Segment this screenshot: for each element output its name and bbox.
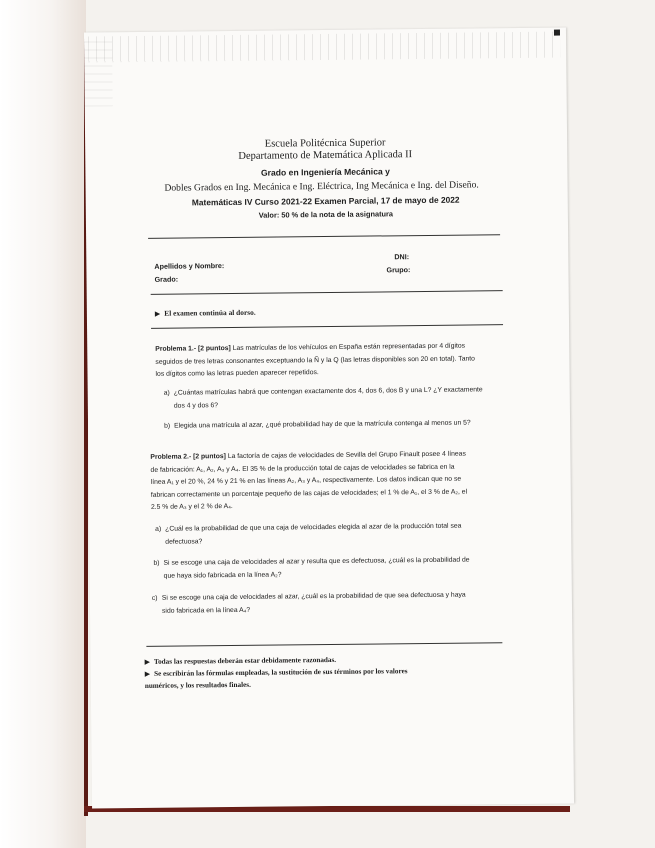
- item-line: Si se escoge una caja de velocidades al azar, ¿cuál es la probabilidad de que sea defectuosa y haya: [161, 591, 466, 602]
- item-line: sido fabricada en la línea A₄?: [161, 606, 251, 615]
- problem-1-text-1: Las matrículas de los vehículos en España están representadas por 4 dígitos: [232, 342, 466, 353]
- grado-field-label: Grado:: [154, 274, 179, 284]
- divider-note: [151, 324, 503, 329]
- divider-top: [148, 234, 500, 239]
- item-label: c): [151, 594, 158, 602]
- item-line: que haya sido fabricada en la línea A₂?: [163, 571, 282, 580]
- problem-1-title: Problema 1.- [2 puntos]: [155, 345, 231, 353]
- exam-value: Valor: 50 % de la nota de la asignatura: [258, 209, 394, 220]
- problem-2-item-b: [153, 554, 515, 583]
- item-label: b): [153, 559, 160, 567]
- item-line: defectuosa?: [165, 537, 203, 546]
- triangle-bullet-icon: ▶: [144, 669, 151, 678]
- problem-2-item-a: [155, 520, 515, 549]
- footer-notes: [144, 652, 524, 692]
- problem-1-item-a: [164, 384, 514, 413]
- perforation-marks: [88, 32, 560, 63]
- triangle-bullet-icon: ▶: [144, 657, 150, 666]
- photo-background: [0, 0, 86, 848]
- problem-2-line-5: 2.5 % de A₃ y el 2 % de A₄.: [150, 503, 233, 511]
- problem-2-line-2: de fabricación: A₁, A₂, A₃ y A₄. El 35 % de la producción total de cajas de velocidades se fabrica en la: [150, 463, 455, 474]
- continue-note-text: El examen continúa al dorso.: [164, 307, 256, 318]
- perforation-marks-left: [84, 36, 113, 106]
- divider-footer: [146, 642, 502, 647]
- name-field-label: Apellidos y Nombre:: [154, 261, 225, 271]
- exam-header: [125, 136, 526, 222]
- problem-1-line-3: los dígitos como las letras pueden aparecer repetidos.: [155, 369, 319, 378]
- item-label: a): [155, 525, 162, 533]
- dni-field-label: DNI:: [394, 252, 410, 262]
- item-line: Elegida una matrícula al azar, ¿qué probabilidad hay de que la matrícula contenga al menos un 5?: [174, 419, 471, 430]
- item-label: b): [164, 422, 171, 430]
- item-line: Si se escoge una caja de velocidades al azar y resulta que es defectuosa, ¿cuál es la probabilidad de: [163, 556, 470, 567]
- corner-mark: [554, 30, 560, 36]
- triangle-bullet-icon: ▶: [154, 309, 161, 318]
- degree-name: Grado en Ingeniería Mecánica y: [260, 166, 390, 178]
- footer-line-3: numéricos, y los resultados finales.: [144, 680, 251, 690]
- problem-2: [150, 448, 515, 514]
- problem-2-line-4: fabrican correctamente un porcentaje pequeño de las cajas de velocidades; el 1 % de A₁, el 3 % de A₂, el: [150, 488, 468, 499]
- continue-note: [155, 308, 256, 318]
- problem-2-item-c: [152, 589, 516, 618]
- exam-sheet: [84, 27, 574, 808]
- divider-fields: [151, 290, 503, 295]
- problem-1-line-2: seguidos de tres letras consonantes exceptuando la Ñ y la Q (las letras disponibles son 20 en total). Tanto: [155, 354, 475, 366]
- footer-line-2-text: Se escribirán las fórmulas empleadas, la sustitución de sus términos por los valores: [154, 667, 408, 678]
- item-line: ¿Cuántas matrículas habrá que contengan exactamente dos 4, dos 6, dos B y una L? ¿Y exactamente: [173, 386, 483, 397]
- double-degrees: Dobles Grados en Ing. Mecánica e Ing. Eléctrica, Ing Mecánica e Ing. del Diseño.: [164, 179, 479, 194]
- problem-2-title: Problema 2.- [2 puntos]: [150, 453, 226, 461]
- footer-line-1-text: Todas las respuestas deberán estar debidamente razonadas.: [153, 655, 337, 666]
- course-title: Matemáticas IV Curso 2021-22 Examen Parcial, 17 de mayo de 2022: [191, 194, 460, 208]
- problem-1: [155, 340, 515, 381]
- problem-2-line-3: línea A₁ y el 20 %, 24 % y 21 % en las líneas A₂, A₃ y A₄, respectivamente. Los datos indican que no se: [150, 475, 462, 486]
- problem-2-text-1: La factoría de cajas de velocidades de Sevilla del Grupo Finault posee 4 líneas: [227, 450, 466, 461]
- item-label: a): [163, 389, 170, 397]
- department-name: Departamento de Matemática Aplicada II: [238, 149, 413, 162]
- grupo-field-label: Grupo:: [386, 265, 411, 275]
- school-name: Escuela Politécnica Superior: [264, 137, 386, 150]
- item-line: ¿Cuál es la probabilidad de que una caja de velocidades elegida al azar de la producción total sea: [165, 522, 462, 533]
- problem-1-item-b: [164, 417, 514, 433]
- item-line: dos 4 y dos 6?: [173, 401, 219, 410]
